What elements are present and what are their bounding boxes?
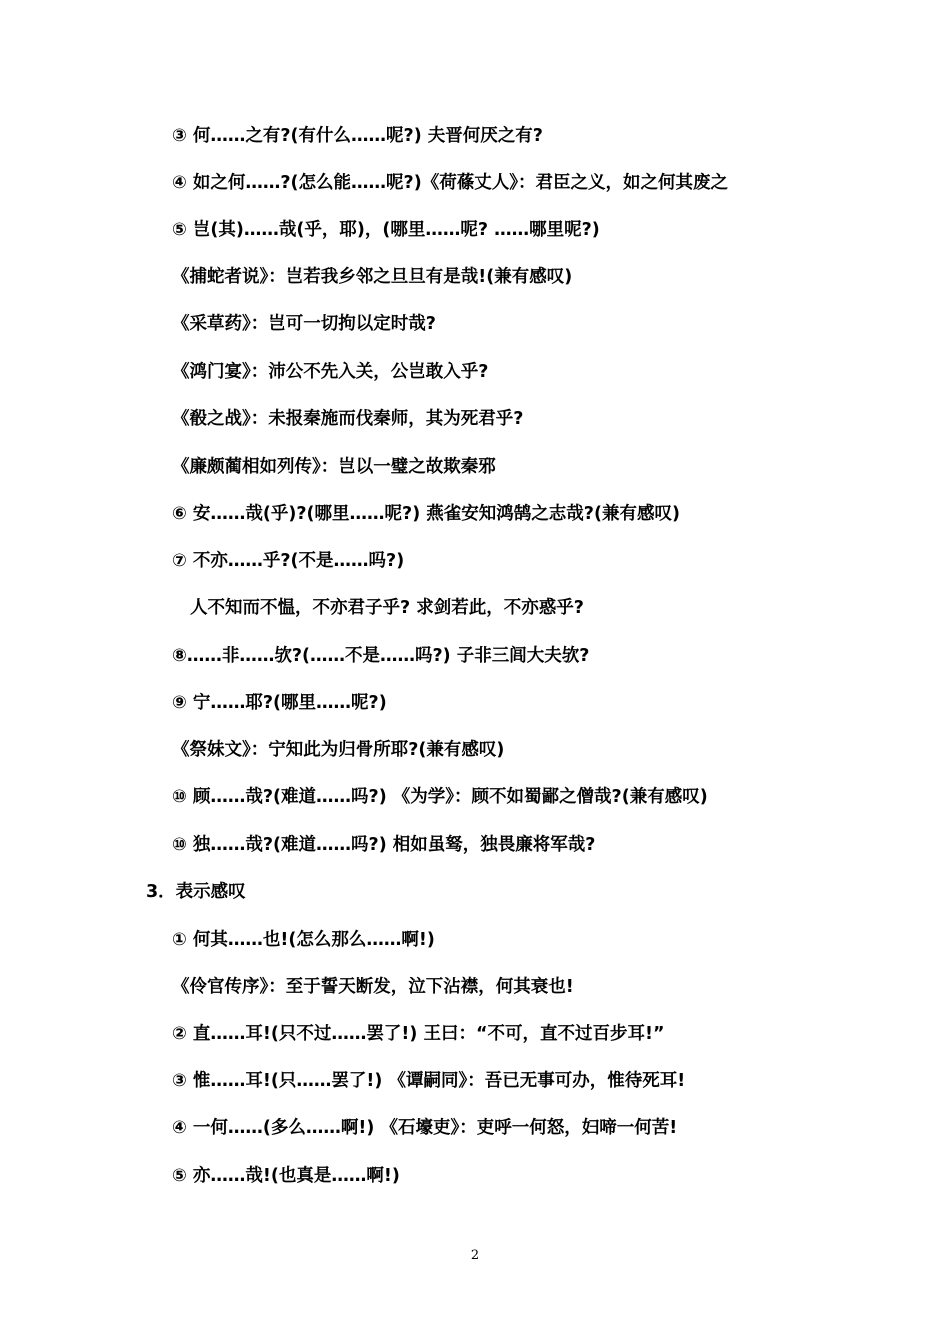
text-line: 人不知而不愠，不亦君子乎? 求剑若此，不亦惑乎? bbox=[190, 598, 584, 618]
text-line: ⑥ 安……哉(乎)?(哪里……呢?) 燕雀安知鸿鹄之志哉?(兼有感叹) bbox=[172, 504, 680, 524]
text-line: ⑩ 顾……哉?(难道……吗?) 《为学》：顾不如蜀鄙之僧哉?(兼有感叹) bbox=[172, 787, 708, 807]
text-line: ④ 如之何……?(怎么能……呢?)《荷蓧丈人》：君臣之义，如之何其废之 bbox=[172, 173, 728, 193]
page-number: 2 bbox=[470, 1248, 480, 1263]
text-line: ⑩ 独……哉?(难道……吗?) 相如虽驽，独畏廉将军哉? bbox=[172, 835, 596, 855]
text-line: ② 直……耳!(只不过……罢了!) 王曰：“不可，直不过百步耳!” bbox=[172, 1024, 665, 1044]
text-line: 《捕蛇者说》：岂若我乡邻之旦旦有是哉!(兼有感叹) bbox=[172, 267, 573, 287]
text-line: ⑧……非……欤?(……不是……吗?) 子非三闾大夫欤? bbox=[172, 646, 590, 666]
text-line: ⑤ 岂(其)……哉(乎，耶)，(哪里……呢? ……哪里呢?) bbox=[172, 220, 600, 240]
text-line: ⑨ 宁……耶?(哪里……呢?) bbox=[172, 693, 387, 713]
text-line: ⑤ 亦……哉!(也真是……啊!) bbox=[172, 1166, 400, 1186]
text-line: 《伶官传序》：至于誓天断发，泣下沾襟，何其衰也! bbox=[172, 977, 574, 997]
section-heading: 3．表示感叹 bbox=[146, 882, 246, 902]
text-line: ③ 惟……耳!(只……罢了!) 《谭嗣同》：吾已无事可办，惟待死耳! bbox=[172, 1071, 686, 1091]
text-line: ④ 一何……(多么……啊!) 《石壕吏》：吏呼一何怒，妇啼一何苦! bbox=[172, 1118, 678, 1138]
text-line: 《廉颇蔺相如列传》：岂以一璧之故欺秦邪 bbox=[172, 457, 496, 477]
text-line: ③ 何……之有?(有什么……呢?) 夫晋何厌之有? bbox=[172, 126, 543, 146]
text-line: 《采草药》：岂可一切拘以定时哉? bbox=[172, 314, 436, 334]
text-line: 《祭妹文》：宁知此为归骨所耶?(兼有感叹) bbox=[172, 740, 505, 760]
text-line: ① 何其……也!(怎么那么……啊!) bbox=[172, 930, 435, 950]
text-line: ⑦ 不亦……乎?(不是……吗?) bbox=[172, 551, 405, 571]
text-line: 《殽之战》：未报秦施而伐秦师，其为死君乎? bbox=[172, 409, 524, 429]
text-line: 《鸿门宴》：沛公不先入关，公岂敢入乎? bbox=[172, 362, 489, 382]
